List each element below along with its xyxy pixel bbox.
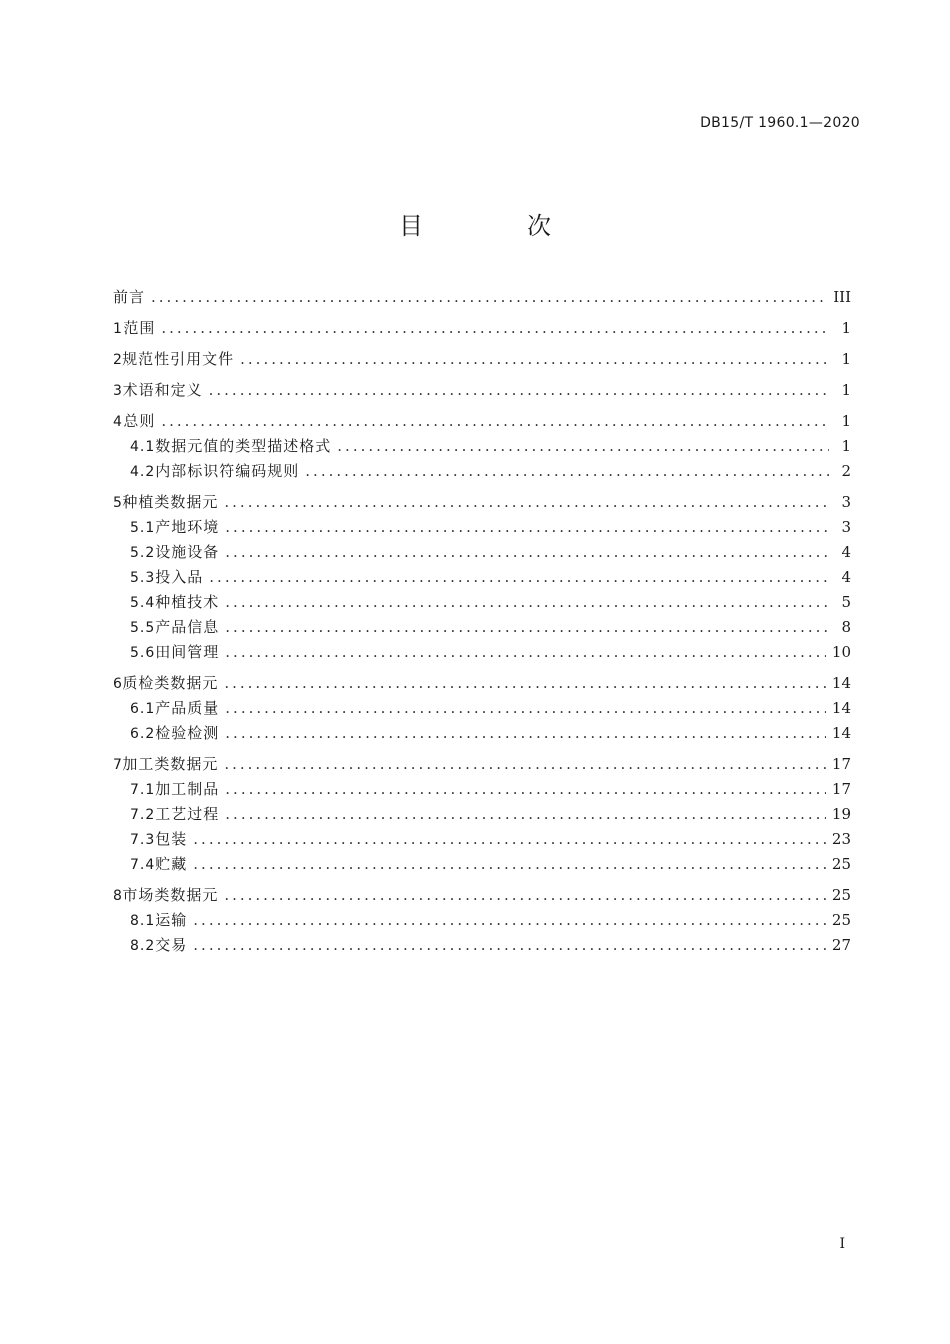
toc-entry[interactable] <box>113 434 851 459</box>
toc-entry-number: 5.5 <box>130 620 156 636</box>
toc-entry-number: 4.1 <box>130 439 156 455</box>
toc-entry-page: 10 <box>831 643 851 661</box>
toc-entry[interactable] <box>113 671 851 696</box>
toc-entry-title: 规范性引用文件 <box>122 350 235 368</box>
toc-entry-number: 5.4 <box>130 595 156 611</box>
toc-entry-title: 种植类数据元 <box>122 493 219 511</box>
toc-leader-dots <box>209 378 829 403</box>
toc-entry-number: 7.1 <box>130 782 156 798</box>
toc-entry-title: 产地环境 <box>155 518 220 536</box>
toc-leader-dots <box>224 752 826 777</box>
toc-entry-page: 25 <box>831 886 851 904</box>
toc-entry-title: 检验检测 <box>155 724 220 742</box>
toc-leader-dots <box>224 883 826 908</box>
toc-entry[interactable] <box>113 409 851 434</box>
toc-leader-dots <box>224 490 829 515</box>
toc-leader-dots <box>225 721 826 746</box>
toc-entry-number: 7 <box>113 757 122 773</box>
toc-leader-dots <box>225 640 826 665</box>
toc-leader-dots <box>161 316 829 341</box>
toc-leader-dots <box>225 540 829 565</box>
page-number: I <box>839 1236 845 1252</box>
toc-entry-number: 5.3 <box>130 570 156 586</box>
toc-entry[interactable] <box>113 827 851 852</box>
toc-entry[interactable] <box>113 615 851 640</box>
toc-entry-title: 投入品 <box>155 568 204 586</box>
toc-entry[interactable] <box>113 459 851 484</box>
toc-entry-page: 27 <box>831 936 851 954</box>
toc-entry-title: 种植技术 <box>155 593 220 611</box>
toc-leader-dots <box>193 827 826 852</box>
toc-entry-title: 术语和定义 <box>122 381 203 399</box>
toc-entry-title: 包装 <box>155 830 188 848</box>
toc-entry-title: 产品信息 <box>155 618 220 636</box>
toc-entry-number: 4.2 <box>130 464 156 480</box>
toc-leader-dots <box>225 802 826 827</box>
document-code: DB15/T 1960.1—2020 <box>700 115 860 131</box>
toc-leader-dots <box>225 590 829 615</box>
toc-entry-page: 1 <box>841 381 851 399</box>
toc-leader-dots <box>305 459 829 484</box>
toc-leader-dots <box>193 908 826 933</box>
toc-entry-page: 23 <box>831 830 851 848</box>
toc-entry-title: 加工类数据元 <box>122 755 219 773</box>
toc-entry[interactable] <box>113 852 851 877</box>
toc-entry-page: 14 <box>831 674 851 692</box>
page-title: 目 次 <box>399 212 591 240</box>
toc-entry-page: 8 <box>841 618 851 636</box>
toc-entry[interactable] <box>113 565 851 590</box>
toc-entry-number: 8.2 <box>130 938 156 954</box>
toc-entry-page: 17 <box>831 755 851 773</box>
toc-leader-dots <box>225 777 826 802</box>
toc-entry[interactable] <box>113 640 851 665</box>
toc-entry-number: 8.1 <box>130 913 156 929</box>
toc-entry-page: 1 <box>841 319 851 337</box>
toc-leader-dots <box>161 409 829 434</box>
toc-entry[interactable] <box>113 347 851 372</box>
toc-entry-page: 3 <box>841 493 851 511</box>
toc-entry-page: 5 <box>841 593 851 611</box>
toc-entry[interactable] <box>113 490 851 515</box>
toc-entry-page: 1 <box>841 412 851 430</box>
toc-entry[interactable] <box>113 752 851 777</box>
toc-entry-title: 产品质量 <box>155 699 220 717</box>
toc-leader-dots <box>209 565 829 590</box>
toc-entry[interactable] <box>113 540 851 565</box>
toc-entry-title: 内部标识符编码规则 <box>155 462 300 480</box>
toc-entry-number: 6.1 <box>130 701 156 717</box>
toc-entry-page: 4 <box>841 568 851 586</box>
toc-entry[interactable] <box>113 908 851 933</box>
toc-entry-number: 3 <box>113 383 122 399</box>
toc-leader-dots <box>225 615 829 640</box>
toc-entry-page: 25 <box>831 911 851 929</box>
table-of-contents <box>113 285 851 958</box>
toc-entry-page: 14 <box>831 724 851 742</box>
toc-entry[interactable] <box>113 777 851 802</box>
toc-entry[interactable] <box>113 883 851 908</box>
toc-entry-number: 6 <box>113 676 122 692</box>
toc-entry-title: 总则 <box>123 412 156 430</box>
toc-entry-title: 质检类数据元 <box>122 674 219 692</box>
toc-entry[interactable] <box>113 721 851 746</box>
toc-entry-title: 田间管理 <box>155 643 220 661</box>
toc-entry-title: 市场类数据元 <box>122 886 219 904</box>
toc-entry[interactable] <box>113 285 851 310</box>
toc-entry-number: 5.1 <box>130 520 156 536</box>
toc-entry-title: 前言 <box>113 288 146 306</box>
toc-entry[interactable] <box>113 515 851 540</box>
toc-entry-number: 4 <box>113 414 122 430</box>
toc-entry-page: 2 <box>841 462 851 480</box>
toc-entry-page: III <box>833 288 851 306</box>
toc-entry[interactable] <box>113 696 851 721</box>
toc-entry-page: 17 <box>831 780 851 798</box>
toc-leader-dots <box>151 285 827 310</box>
toc-leader-dots <box>193 933 826 958</box>
toc-entry-title: 交易 <box>155 936 188 954</box>
toc-entry-number: 7.3 <box>130 832 156 848</box>
toc-entry[interactable] <box>113 590 851 615</box>
toc-entry-title: 工艺过程 <box>155 805 220 823</box>
toc-entry-title: 运输 <box>155 911 188 929</box>
toc-entry-page: 3 <box>841 518 851 536</box>
toc-entry-number: 7.4 <box>130 857 156 873</box>
toc-entry-title: 范围 <box>123 319 156 337</box>
toc-entry-number: 7.2 <box>130 807 156 823</box>
toc-entry-title: 加工制品 <box>155 780 220 798</box>
toc-entry-page: 25 <box>831 855 851 873</box>
toc-entry-number: 6.2 <box>130 726 156 742</box>
toc-entry-number: 8 <box>113 888 122 904</box>
toc-entry-page: 19 <box>831 805 851 823</box>
toc-entry-number: 5.6 <box>130 645 156 661</box>
toc-entry-number: 1 <box>113 321 122 337</box>
toc-entry[interactable] <box>113 378 851 403</box>
toc-entry-title: 贮藏 <box>155 855 188 873</box>
toc-entry[interactable] <box>113 316 851 341</box>
toc-leader-dots <box>193 852 826 877</box>
toc-entry-page: 1 <box>841 437 851 455</box>
toc-entry[interactable] <box>113 802 851 827</box>
toc-entry-title: 数据元值的类型描述格式 <box>155 437 332 455</box>
toc-entry-number: 5.2 <box>130 545 156 561</box>
toc-leader-dots <box>225 696 826 721</box>
toc-leader-dots <box>337 434 829 459</box>
toc-entry-number: 2 <box>113 352 122 368</box>
toc-entry-page: 1 <box>841 350 851 368</box>
toc-entry-page: 4 <box>841 543 851 561</box>
toc-entry-page: 14 <box>831 699 851 717</box>
toc-leader-dots <box>225 515 829 540</box>
toc-leader-dots <box>224 671 826 696</box>
toc-entry[interactable] <box>113 933 851 958</box>
toc-entry-number: 5 <box>113 495 122 511</box>
toc-entry-title: 设施设备 <box>155 543 220 561</box>
toc-leader-dots <box>240 347 829 372</box>
